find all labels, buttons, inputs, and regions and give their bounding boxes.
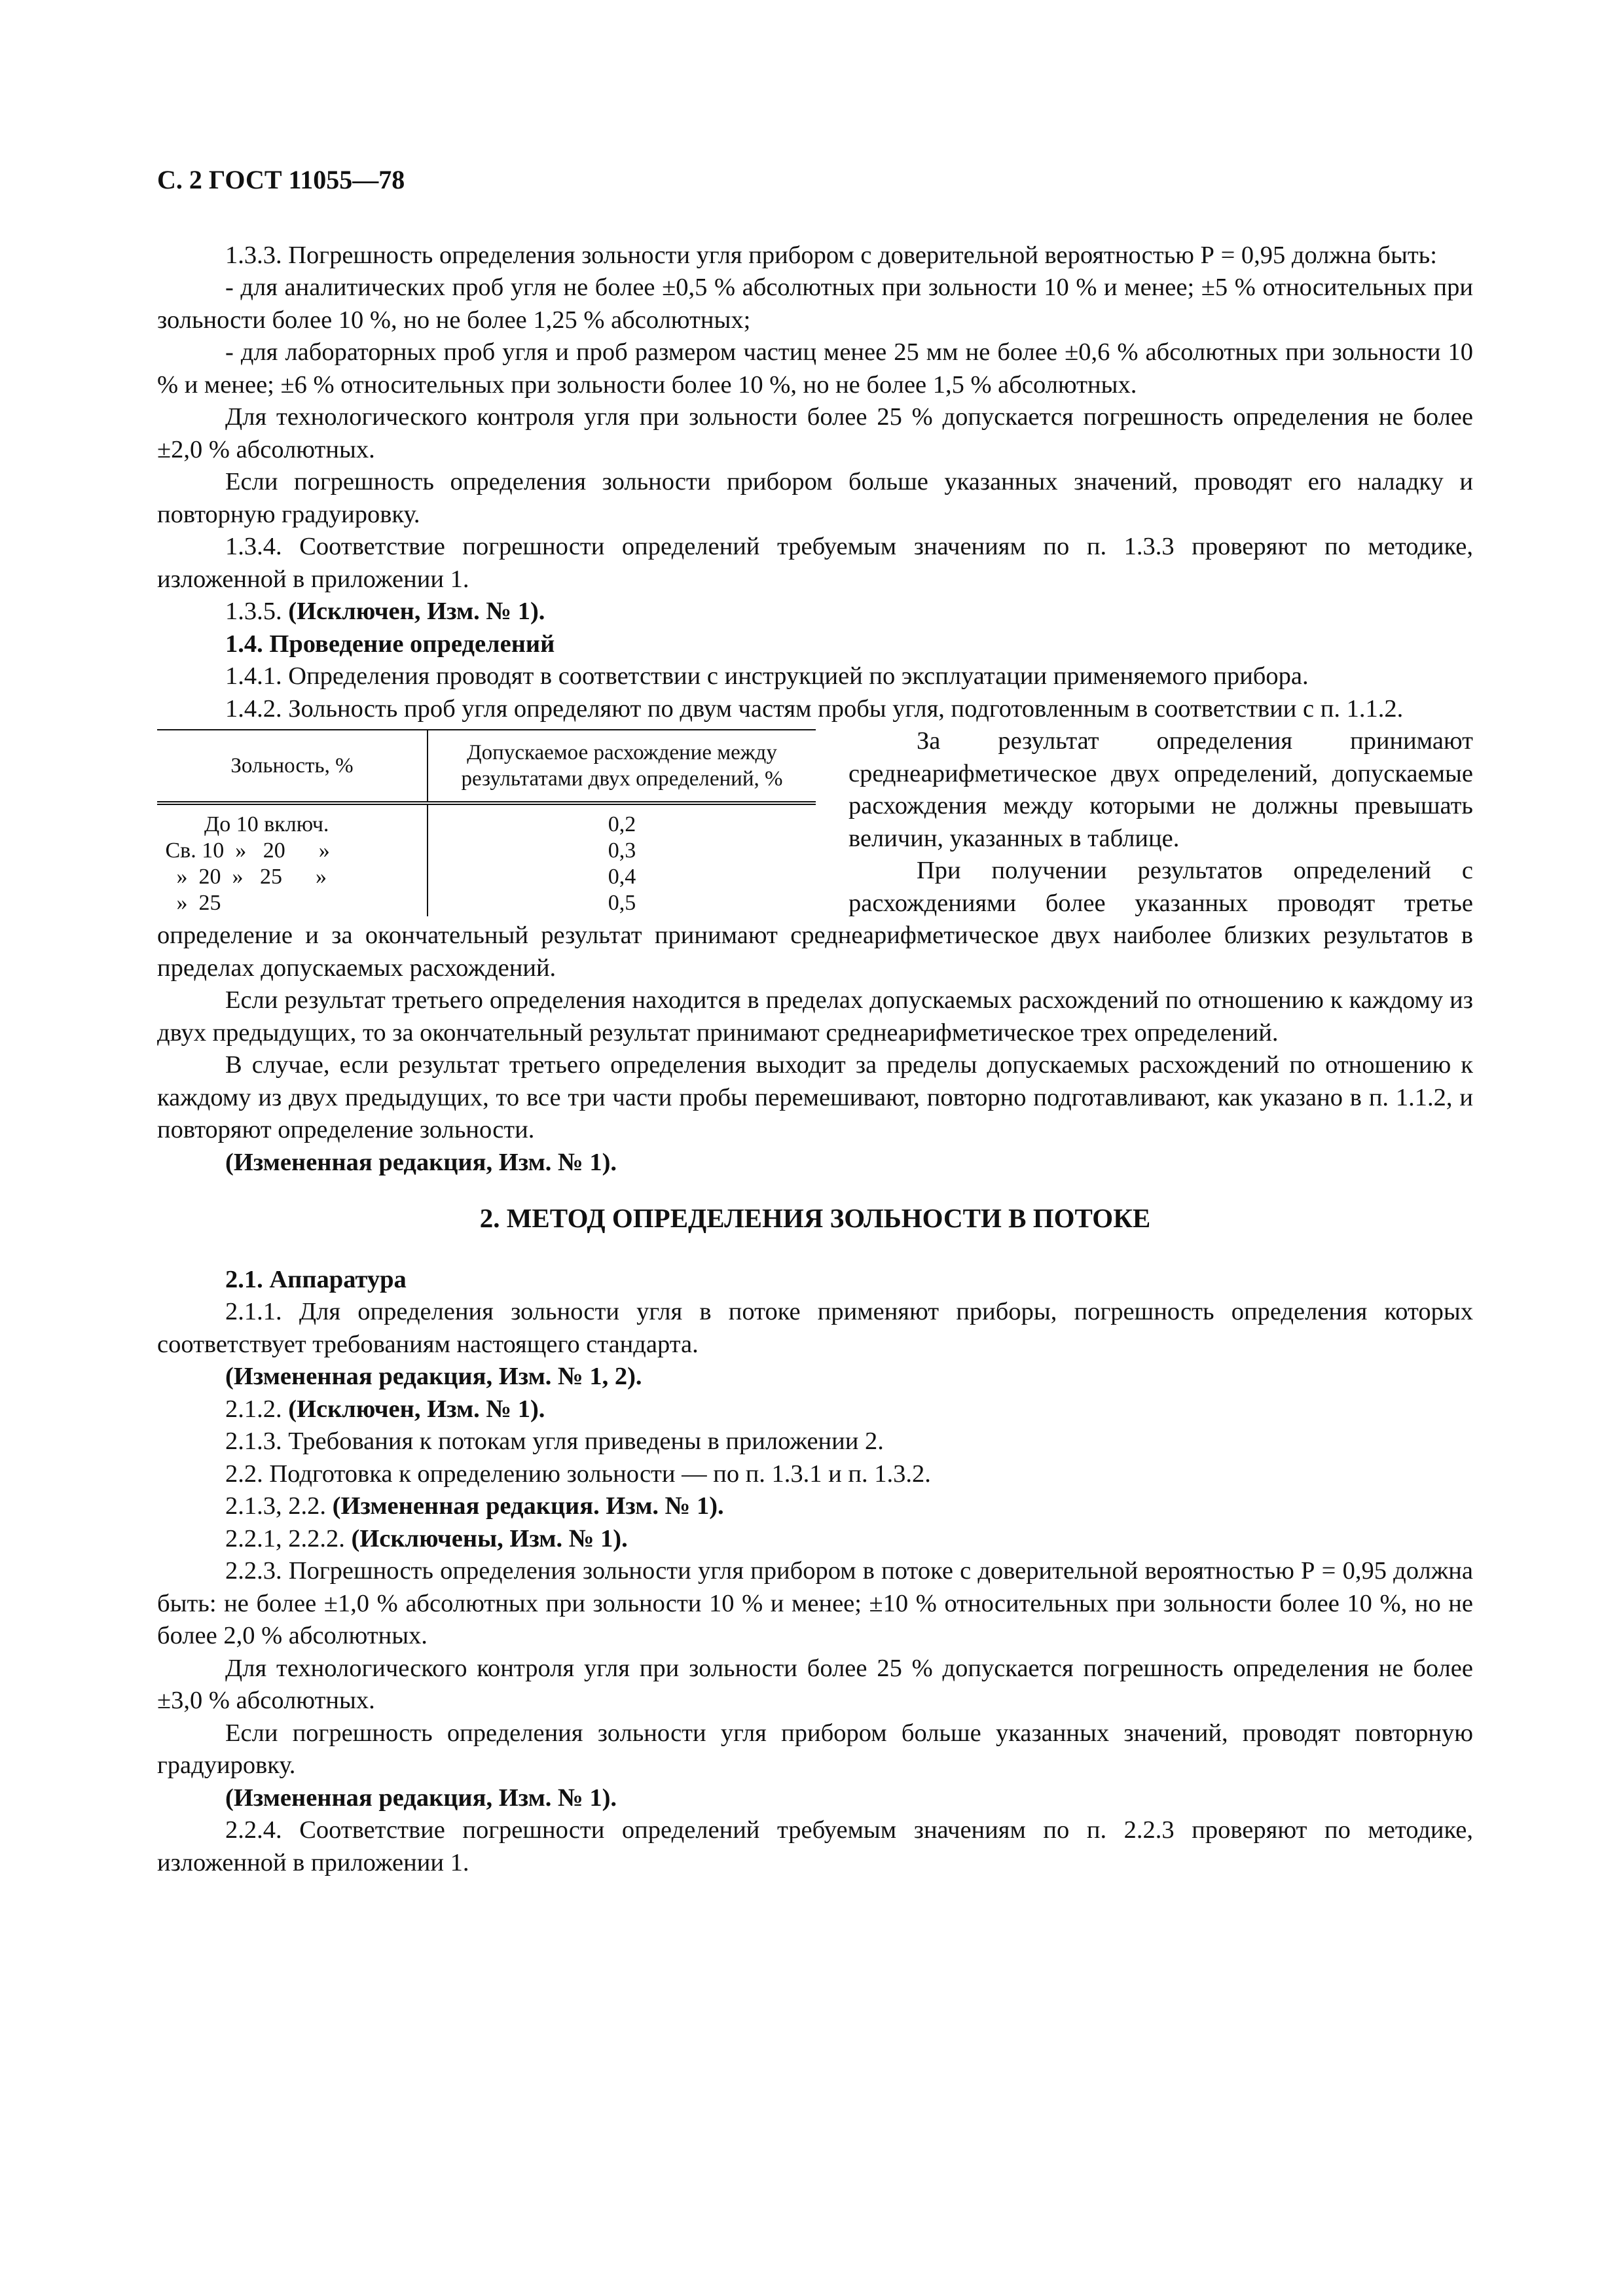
- paragraph-analytical-samples: - для аналитических проб угля не более ±0,5 % абсолютных при зольности 10 % и менее; ±5 % относительных при зольности более 10 %, но не более 1,25 % абсолютных;: [157, 274, 1473, 334]
- table-header-discrepancy: Допускаемое расхождение между результатами двух определений, %: [428, 730, 816, 803]
- table-cell-range: » 20 » 25 »: [157, 864, 428, 890]
- amendment-note: (Исключен, Изм. № 1).: [288, 598, 545, 625]
- paragraph-2-1-3-2-2: [157, 1490, 1473, 1523]
- paragraph-2-2: 2.2. Подготовка к определению зольности — по п. 1.3.1 и п. 1.3.2.: [225, 1460, 931, 1488]
- paragraph-outside-limits: В случае, если результат третьего определения выходит за пределы допускаемых расхождений по отношению к каждому из двух предыдущих, то все три части пробы перемешивают, повторно подготавливают, как указано в п. 1.1.2, и повторяют определение зольности.: [157, 1051, 1473, 1143]
- paragraph-1-4-2: 1.4.2. Зольность проб угля определяют по двум частям пробы угля, подготовленным в соответствии с п. 1.1.2.: [225, 694, 1404, 723]
- table-cell-value: 0,5: [608, 891, 636, 915]
- paragraph-number: 2.1.3, 2.2.: [225, 1492, 326, 1520]
- amendment-note: (Измененная редакция. Изм. № 1).: [332, 1492, 724, 1520]
- paragraph-2-1-3: 2.1.3. Требования к потокам угля приведены в приложении 2.: [225, 1427, 884, 1455]
- paragraph-2-2-4: 2.2.4. Соответствие погрешности определений требуемым значениям по п. 2.2.3 проверяют по методике, изложенной в приложении 1.: [157, 1816, 1473, 1876]
- table-cell-range: » 25: [157, 890, 428, 916]
- table-cell-value: 0,2: [428, 803, 816, 838]
- amendment-note: (Исключен, Изм. № 1).: [288, 1395, 545, 1423]
- paragraph-2-1-2: [157, 1393, 1473, 1426]
- page-header: С. 2 ГОСТ 11055—78: [157, 165, 405, 194]
- paragraph-2-2-1-2-2-2: [157, 1523, 1473, 1556]
- paragraph-2-1-1: 2.1.1. Для определения зольности угля в потоке применяют приборы, погрешность определения которых соответствует требованиям настоящего стандарта.: [157, 1298, 1473, 1358]
- paragraph-third-determination: При получении результатов определений с расхождениями более указанных проводят третье определение и за окончательный результат принимают среднеарифметическое двух наиболее близких результатов в пределах допускаемых расхождений.: [157, 857, 1473, 982]
- amendment-note: (Измененная редакция, Изм. № 1).: [225, 1784, 617, 1812]
- paragraph-within-limits: Если результат третьего определения находится в пределах допускаемых расхождений по отношению к каждому из двух предыдущих, то за окончательный результат принимают среднеарифметическое трех определений.: [157, 986, 1473, 1047]
- paragraph-calibration: Если погрешность определения зольности прибором больше указанных значений, проводят его наладку и повторную градуировку.: [157, 468, 1473, 528]
- subsection-heading-1-4: 1.4. Проведение определений: [225, 630, 555, 658]
- table-cell-value: 0,4: [608, 865, 636, 889]
- document-body: [157, 164, 1473, 1879]
- paragraph-recalibration: Если погрешность определения зольности угля прибором больше указанных значений, проводят повторную градуировку.: [157, 1719, 1473, 1779]
- subsection-heading-2-1: 2.1. Аппаратура: [225, 1265, 407, 1293]
- discrepancy-table: [157, 729, 816, 916]
- paragraph-1-4-1: 1.4.1. Определения проводят в соответствии с инструкцией по эксплуатации применяемого прибора.: [225, 662, 1309, 690]
- amendment-note: (Измененная редакция, Изм. № 1, 2).: [225, 1363, 642, 1390]
- table-cell-range: Св. 10 » 20 »: [157, 838, 428, 864]
- paragraph-2-2-3: 2.2.3. Погрешность определения зольности угля прибором в потоке с доверительной вероятностью Р = 0,95 должна быть: не более ±1,0 % абсолютных при зольности 10 % и менее; ±10 % относительных при зольности более 10 %, но не более 2,0 % абсолютных.: [157, 1557, 1473, 1649]
- paragraph-number: 2.1.2.: [225, 1395, 282, 1423]
- paragraph-result-average: За результат определения принимают среднеарифметическое двух определений, допускаемые расхождения между которыми не должны превышать величин, указанных в таблице.: [848, 727, 1473, 852]
- section-2-title: 2. МЕТОД ОПРЕДЕЛЕНИЯ ЗОЛЬНОСТИ В ПОТОКЕ: [479, 1203, 1151, 1233]
- paragraph-number: 2.2.1, 2.2.2.: [225, 1524, 345, 1552]
- paragraph-1-3-5: [157, 596, 1473, 628]
- paragraph-technological-control: Для технологического контроля угля при зольности более 25 % допускается погрешность определения не более ±2,0 % абсолютных.: [157, 403, 1473, 463]
- paragraph-laboratory-samples: - для лабораторных проб угля и проб размером частиц менее 25 мм не более ±0,6 % абсолютных при зольности 10 % и менее; ±6 % относительных при зольности более 10 %, но не более 1,5 % абсолютных.: [157, 338, 1473, 399]
- paragraph-1-3-4: 1.3.4. Соответствие погрешности определений требуемым значениям по п. 1.3.3 проверяют по методике, изложенной в приложении 1.: [157, 533, 1473, 593]
- table-header-ash: Зольность, %: [157, 730, 428, 803]
- table-cell-range: До 10 включ.: [157, 803, 428, 838]
- paragraph-number: 1.3.5.: [225, 598, 282, 625]
- paragraph-technological-control-flow: Для технологического контроля угля при зольности более 25 % допускается погрешность определения не более ±3,0 % абсолютных.: [157, 1654, 1473, 1714]
- table-cell-value: 0,3: [608, 838, 636, 863]
- paragraph-1-3-3: 1.3.3. Погрешность определения зольности угля прибором с доверительной вероятностью Р = 0,95 должна быть:: [225, 241, 1437, 269]
- amendment-note: (Измененная редакция, Изм. № 1).: [225, 1148, 617, 1176]
- amendment-note: (Исключены, Изм. № 1).: [351, 1524, 628, 1552]
